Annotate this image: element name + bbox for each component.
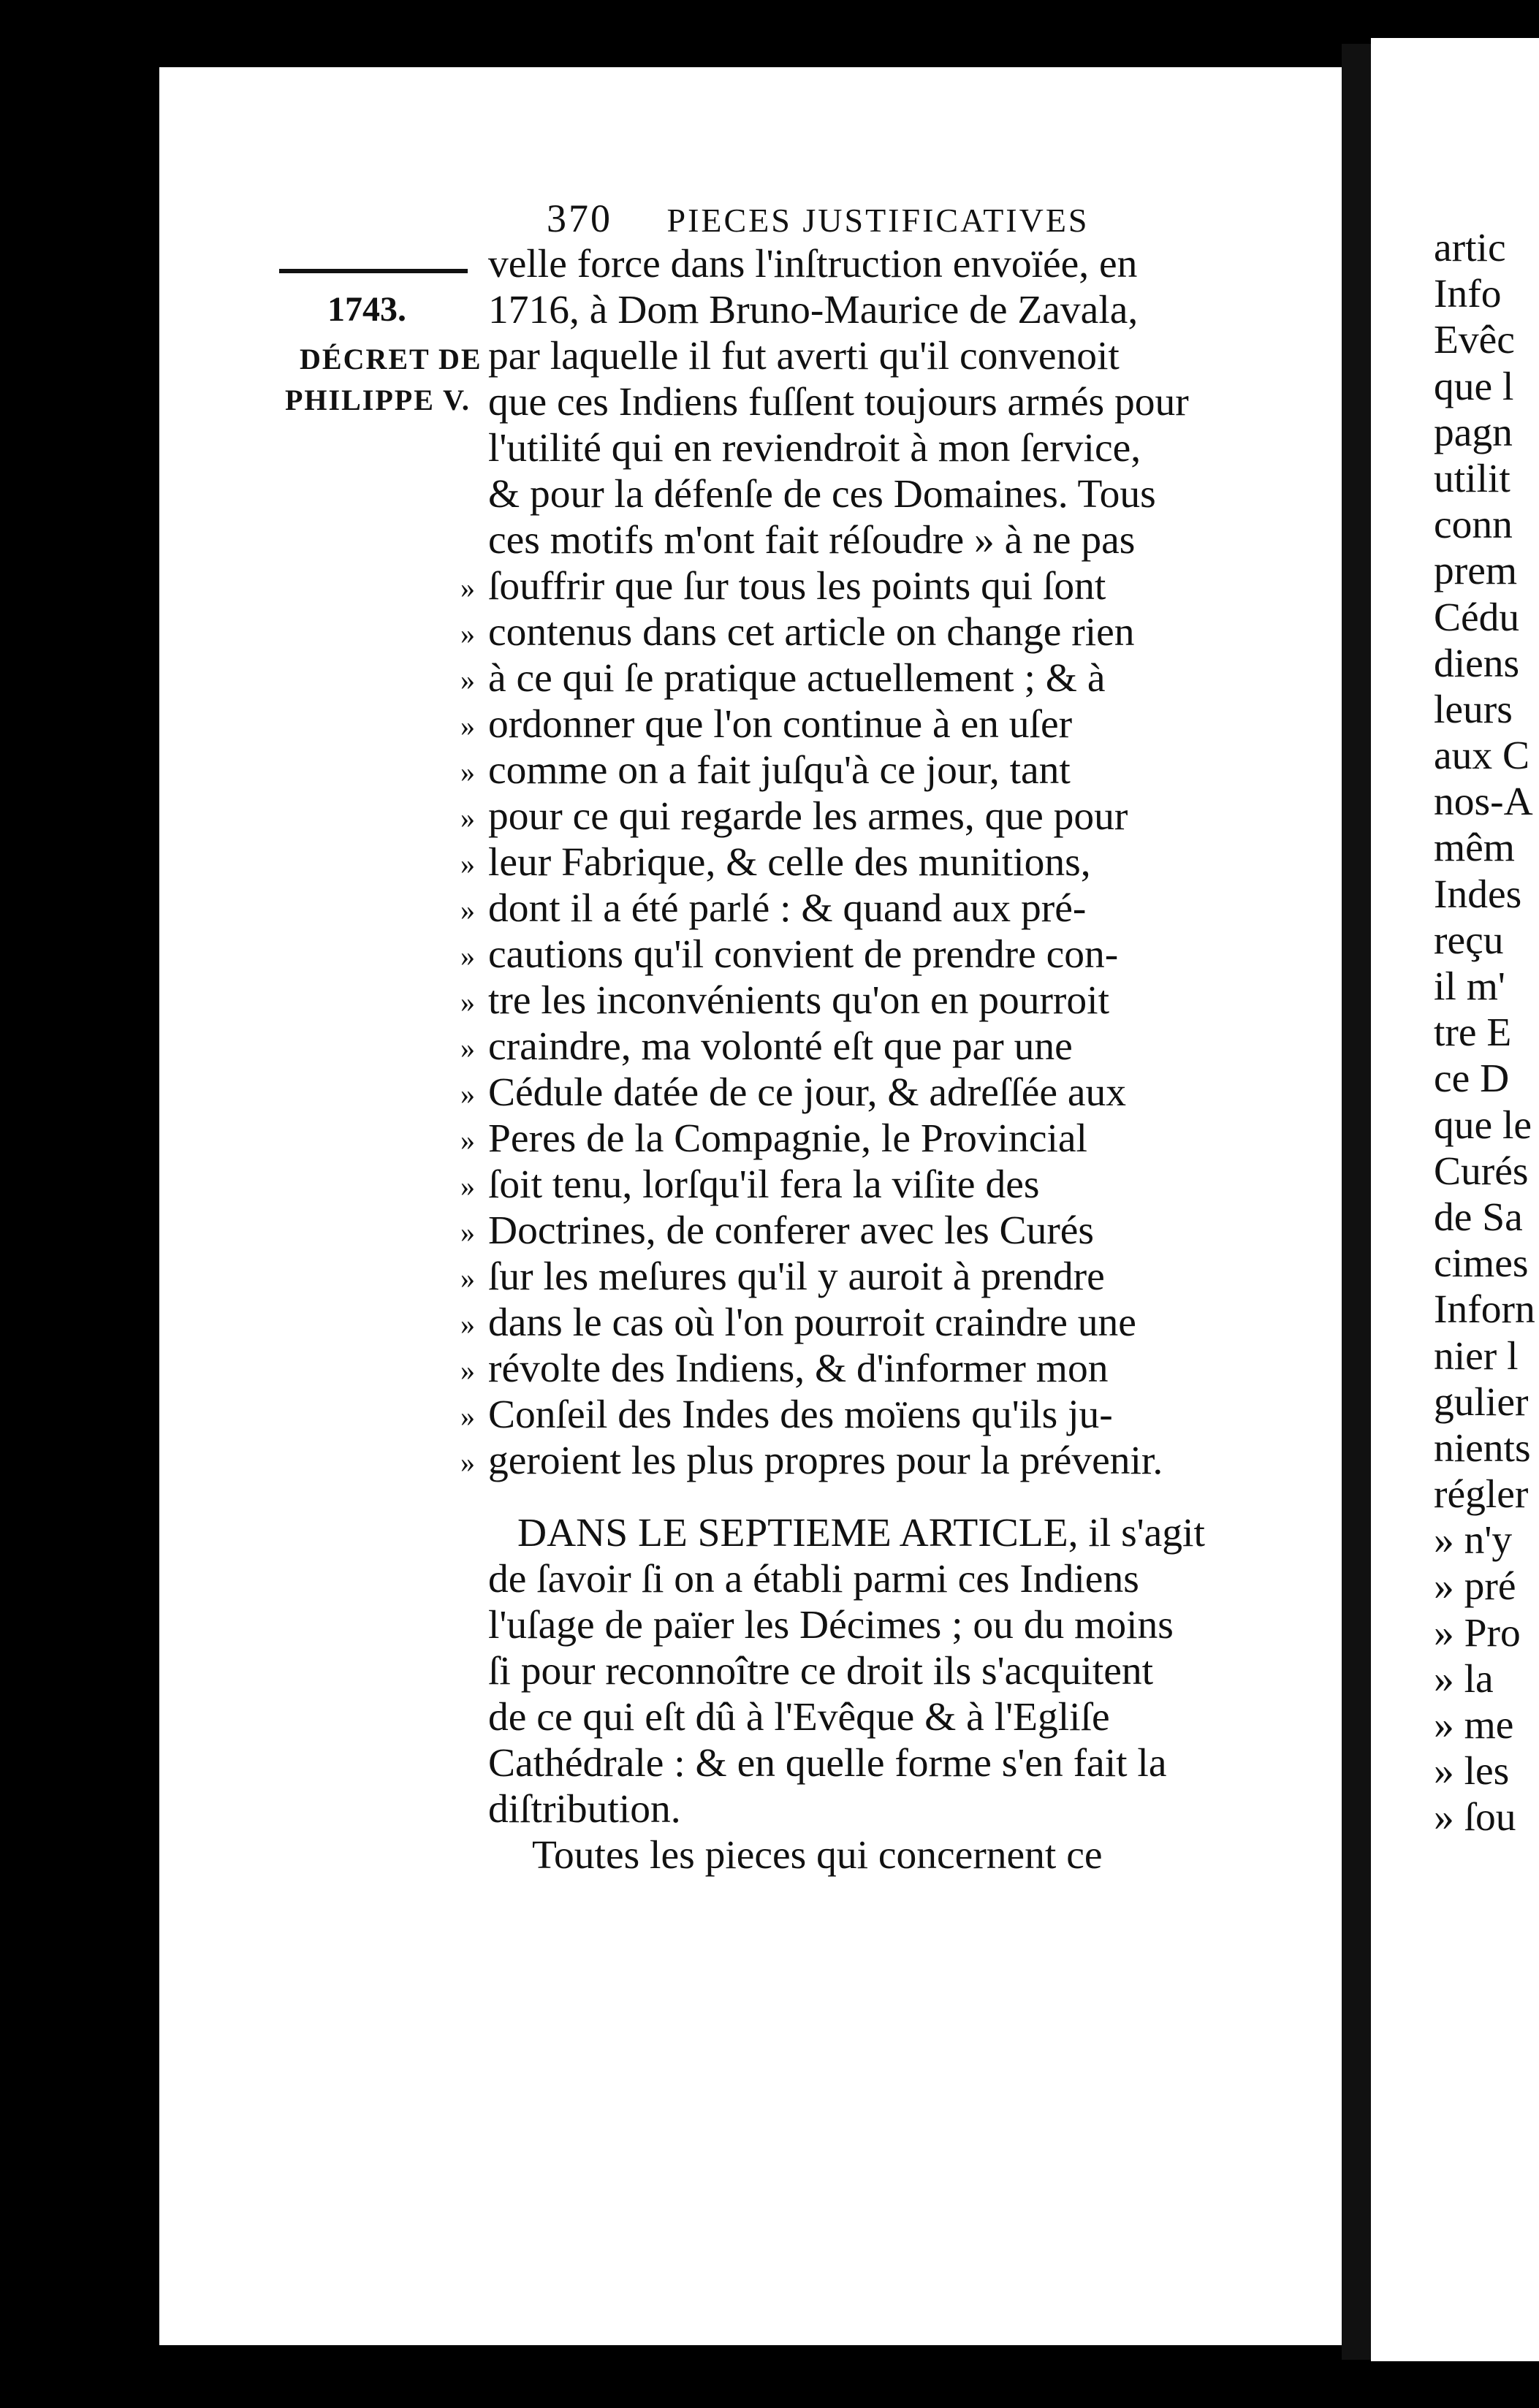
facing-line: régler <box>1434 1472 1529 1517</box>
text-line <box>460 931 1292 978</box>
line-text: contenus dans cet article on change rien <box>488 610 1135 655</box>
quote-mark: » <box>460 801 475 834</box>
text-line <box>460 793 1292 839</box>
line-text: Peres de la Compagnie, le Provincial <box>488 1116 1087 1161</box>
facing-line: que le <box>1434 1102 1532 1148</box>
facing-line: tre E <box>1434 1010 1512 1056</box>
facing-line: prem <box>1434 549 1518 594</box>
line-text: ſur les meſures qu'il y auroit à prendre <box>488 1254 1105 1299</box>
facing-line: reçu <box>1434 918 1504 963</box>
line-text: à ce qui ſe pratique actuellement ; & à <box>488 656 1106 701</box>
text-line <box>488 471 1292 517</box>
line-text: ſoit tenu, lorſqu'il fera la viſite des <box>488 1162 1040 1207</box>
facing-line: aux C <box>1434 734 1530 779</box>
line-text: & pour la défenſe de ces Domaines. Tous <box>488 472 1156 517</box>
facing-line: artic <box>1434 226 1506 270</box>
text-line <box>460 839 1292 885</box>
facing-line: il m' <box>1434 964 1505 1009</box>
quote-mark: » <box>460 847 475 880</box>
quote-mark: » <box>460 1400 475 1433</box>
text-line <box>460 1254 1292 1300</box>
line-text: révolte des Indiens, & d'informer mon <box>488 1346 1109 1391</box>
quote-mark: » <box>460 940 475 972</box>
running-header <box>547 196 1090 241</box>
text-line <box>460 885 1292 931</box>
paragraph-decree <box>460 241 1292 1484</box>
facing-line: gulier <box>1434 1379 1529 1425</box>
facing-line: nos-A <box>1434 780 1533 825</box>
quote-mark: » <box>460 1308 475 1341</box>
facing-line: Indes <box>1434 872 1522 917</box>
line-text: Doctrines, de conferer avec les Curés <box>488 1208 1095 1253</box>
quote-mark: » <box>460 709 475 742</box>
facing-line: » n'y <box>1434 1518 1513 1563</box>
text-line <box>460 701 1292 747</box>
paragraph-seventh-article <box>488 1510 1292 1832</box>
facing-line: conn <box>1434 503 1513 548</box>
facing-line: cimes <box>1434 1241 1529 1287</box>
line-text: velle force dans l'inſtruction envoïée, en <box>488 242 1138 286</box>
quote-mark: » <box>460 663 475 696</box>
line-text: l'utilité qui en reviendroit à mon ſervice, <box>488 426 1141 470</box>
line-text: ſouffrir que ſur tous les points qui ſont <box>488 564 1106 609</box>
text-line <box>460 655 1292 701</box>
text-line <box>460 1438 1292 1484</box>
text-line: DANS LE SEPTIEME ARTICLE, il s'agit <box>517 1511 1205 1555</box>
line-text: ces motifs m'ont fait réſoudre » à ne pas <box>488 518 1136 563</box>
text-line: de ſavoir ſi on a établi parmi ces Indiens <box>488 1557 1139 1601</box>
line-text: ordonner que l'on continue à en uſer <box>488 702 1073 747</box>
quote-mark: » <box>460 571 475 604</box>
text-line <box>488 241 1292 287</box>
facing-line: » Pro <box>1434 1610 1521 1656</box>
text-line <box>488 425 1292 471</box>
facing-line: Info <box>1434 272 1502 317</box>
text-line <box>488 333 1292 379</box>
running-title: PIECES JUSTIFICATIVES <box>666 202 1090 239</box>
quote-mark: » <box>460 986 475 1018</box>
facing-page-text <box>1434 225 1535 1841</box>
text-line <box>460 1024 1292 1070</box>
margin-title-line2: PHILIPPE V. <box>285 384 471 416</box>
line-text: cautions qu'il convient de prendre con- <box>488 932 1119 977</box>
facing-line: ce D <box>1434 1056 1510 1102</box>
facing-line: mêm <box>1434 826 1515 871</box>
facing-line: de Sa <box>1434 1195 1523 1240</box>
page-gutter <box>1342 44 1371 2360</box>
text-line <box>488 517 1292 563</box>
line-text: par laquelle il fut averti qu'il convenoit <box>488 334 1120 378</box>
text-line: Cathédrale : & en quelle forme s'en fait la <box>488 1741 1167 1786</box>
text-line <box>460 563 1292 609</box>
margin-title-line1: DÉCRET DE <box>300 343 482 376</box>
text-line <box>488 379 1292 425</box>
quote-mark: » <box>460 617 475 650</box>
text-line <box>460 609 1292 655</box>
line-text: dans le cas où l'on pourroit craindre une <box>488 1300 1136 1345</box>
facing-line: diens <box>1434 641 1520 686</box>
line-text: pour ce qui regarde les armes, que pour <box>488 794 1128 839</box>
quote-mark: » <box>460 1446 475 1479</box>
margin-rule <box>279 269 468 273</box>
text-line: diſtribution. <box>488 1787 681 1832</box>
quote-mark: » <box>460 755 475 788</box>
quote-mark: » <box>460 1170 475 1203</box>
facing-line: » ſou <box>1434 1795 1516 1840</box>
line-text: comme on a fait juſqu'à ce jour, tant <box>488 748 1071 793</box>
line-text: leur Fabrique, & celle des munitions, <box>488 840 1091 885</box>
facing-line: leurs <box>1434 687 1513 732</box>
facing-line: » pré <box>1434 1564 1516 1609</box>
quote-mark: » <box>460 1216 475 1249</box>
facing-line: Evêc <box>1434 318 1515 363</box>
line-text: tre les inconvénients qu'on en pourroit <box>488 978 1110 1023</box>
text-line: ſi pour reconnoître ce droit ils s'acquitent <box>488 1649 1154 1693</box>
text-line <box>460 978 1292 1024</box>
text-line <box>460 1116 1292 1162</box>
facing-line: utilit <box>1434 456 1510 501</box>
facing-line: Curés <box>1434 1148 1529 1194</box>
line-text: 1716, à Dom Bruno-Maurice de Zavala, <box>488 288 1139 332</box>
line-text: Conſeil des Indes des moïens qu'ils ju- <box>488 1392 1113 1437</box>
facing-line: Cédu <box>1434 595 1520 640</box>
text-line <box>460 1392 1292 1438</box>
quote-mark: » <box>460 1032 475 1064</box>
text-line <box>460 1300 1292 1346</box>
text-line: l'uſage de païer les Décimes ; ou du moins <box>488 1603 1174 1647</box>
text-line <box>488 287 1292 333</box>
facing-line: pagn <box>1434 410 1513 455</box>
text-line <box>460 1070 1292 1116</box>
facing-line: Inforn <box>1434 1287 1535 1333</box>
text-line <box>460 1346 1292 1392</box>
facing-line: nients <box>1434 1425 1531 1471</box>
facing-line: nier l <box>1434 1333 1519 1379</box>
margin-year: 1743. <box>327 290 406 329</box>
quote-mark: » <box>460 1124 475 1157</box>
quote-mark: » <box>460 1354 475 1387</box>
line-text: geroient les plus propres pour la prévenir. <box>488 1439 1163 1483</box>
line-text: Cédule datée de ce jour, & adreſſée aux <box>488 1070 1127 1115</box>
text-line <box>460 1162 1292 1208</box>
quote-mark: » <box>460 894 475 926</box>
text-line <box>460 747 1292 793</box>
facing-line: que l <box>1434 364 1514 409</box>
facing-line: » la <box>1434 1656 1494 1702</box>
page-number: 370 <box>547 197 612 240</box>
facing-line: » me <box>1434 1703 1514 1748</box>
quote-mark: » <box>460 1262 475 1295</box>
text-line <box>460 1208 1292 1254</box>
paragraph-start-line: Toutes les pieces qui concernent ce <box>532 1833 1103 1878</box>
quote-mark: » <box>460 1078 475 1110</box>
body-text <box>460 241 1292 1878</box>
text-line: de ce qui eſt dû à l'Evêque & à l'Egliſe <box>488 1695 1110 1740</box>
line-text: craindre, ma volonté eſt que par une <box>488 1024 1073 1069</box>
line-text: que ces Indiens fuſſent toujours armés pour <box>488 380 1189 424</box>
facing-line: » les <box>1434 1749 1510 1794</box>
line-text: dont il a été parlé : & quand aux pré- <box>488 886 1087 931</box>
